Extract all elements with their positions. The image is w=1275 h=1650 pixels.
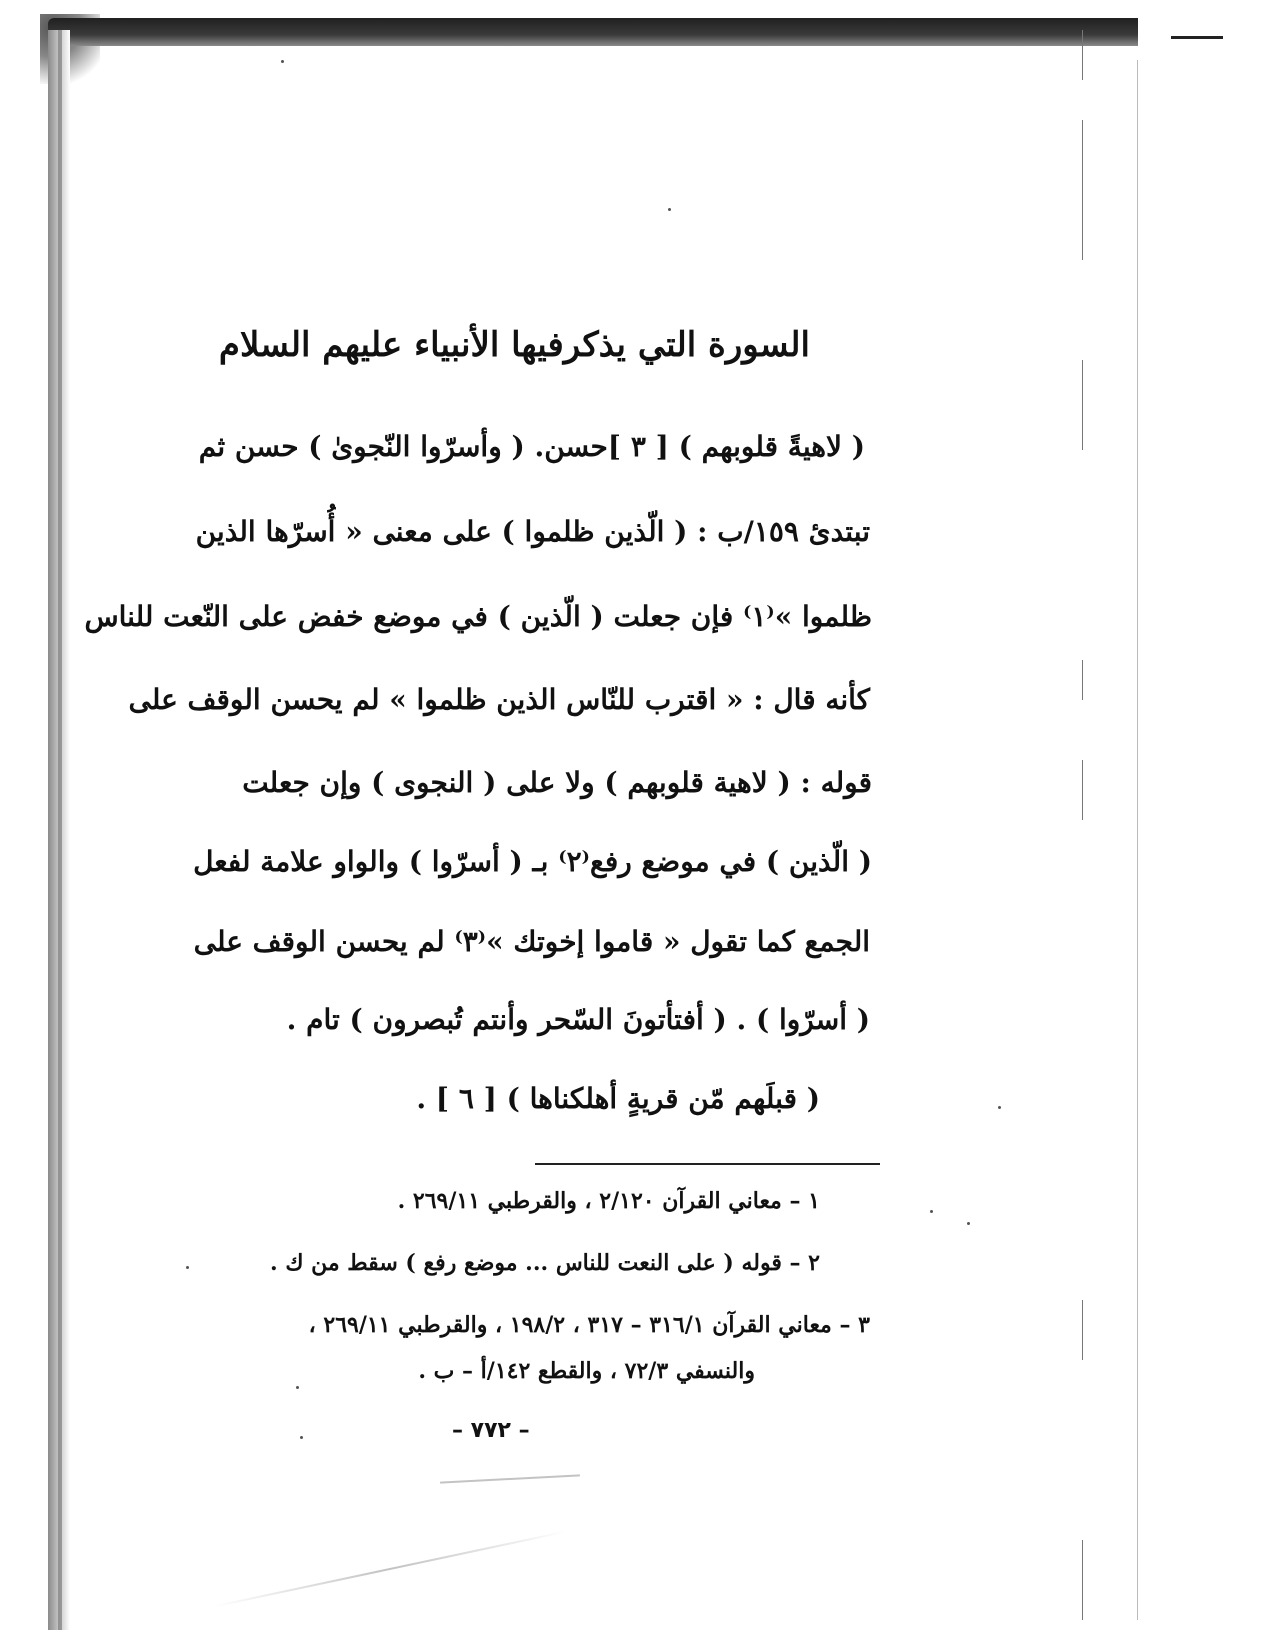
scan-tick bbox=[1082, 1540, 1083, 1620]
scan-speck bbox=[930, 1210, 933, 1213]
scan-streak bbox=[214, 1531, 567, 1608]
footnote: ٣ – معاني القرآن ٣١٦/١ – ٣١٧ ، ١٩٨/٢ ، والقرطبي ٢٦٩/١١ ، bbox=[308, 1312, 870, 1338]
scan-streak bbox=[440, 1474, 580, 1483]
scan-tick bbox=[1082, 30, 1083, 80]
body-line: ظلموا »⁽١⁾ فإن جعلت ( الّذين ) في موضع خفض على النّعت للناس bbox=[84, 600, 872, 633]
scan-tick bbox=[1082, 360, 1083, 450]
body-line: ( الّذين ) في موضع رفع⁽٢⁾ بـ ( أسرّوا ) والواو علامة لفعل bbox=[193, 845, 872, 878]
page-number: – ٧٧٢ – bbox=[452, 1418, 530, 1443]
chapter-title: السورة التي يذكرفيها الأنبياء عليهم السلام bbox=[218, 325, 810, 365]
body-line: ( قبلَهم مّن قريةٍ أهلكناها ) [ ٦ ] . bbox=[416, 1082, 820, 1115]
scan-speck bbox=[186, 1266, 189, 1269]
scan-binding-line bbox=[58, 30, 62, 1630]
body-line: قوله : ( لاهية قلوبهم ) ولا على ( النجوى ) وإن جعلت bbox=[242, 766, 872, 799]
body-line: تبتدئ ١٥٩/ب : ( الّذين ظلموا ) على معنى « أُسرّها الذين bbox=[195, 515, 870, 548]
scan-speck bbox=[967, 1222, 970, 1225]
footnote: ٢ – قوله ( على النعت للناس ... موضع رفع ) سقط من ك . bbox=[270, 1250, 820, 1276]
scan-tick bbox=[1137, 60, 1138, 1620]
scan-speck bbox=[998, 1106, 1001, 1109]
footnote-separator bbox=[535, 1163, 880, 1165]
scan-tick bbox=[1082, 120, 1083, 260]
scan-speck bbox=[296, 1386, 299, 1389]
scan-top-edge bbox=[48, 18, 1138, 46]
body-line: كأنه قال : « اقترب للنّاس الذين ظلموا » لم يحسن الوقف على bbox=[128, 683, 870, 716]
body-line: ( لاهيةً قلوبهم ) [ ٣ ]حسن. ( وأسرّوا النّجوىٰ ) حسن ثم bbox=[198, 430, 865, 463]
footnote: والنسفي ٧٢/٣ ، والقطع ١٤٢/أ – ب . bbox=[418, 1358, 755, 1384]
scan-tick bbox=[1082, 760, 1083, 820]
body-line: الجمع كما تقول « قاموا إخوتك »⁽٣⁾ لم يحسن الوقف على bbox=[193, 925, 870, 958]
footnote: ١ – معاني القرآن ٢/١٢٠ ، والقرطبي ٢٦٩/١١ . bbox=[397, 1188, 820, 1214]
scan-tick bbox=[1082, 1300, 1083, 1360]
scan-tick bbox=[1082, 660, 1083, 700]
scan-speck bbox=[300, 1436, 303, 1439]
body-line: ( أسرّوا ) . ( أفتأتونَ السّحر وأنتم تُبصرون ) تام . bbox=[286, 1003, 870, 1036]
scan-right-rule bbox=[1171, 36, 1223, 39]
scan-speck bbox=[668, 208, 671, 211]
scan-speck bbox=[281, 60, 284, 63]
